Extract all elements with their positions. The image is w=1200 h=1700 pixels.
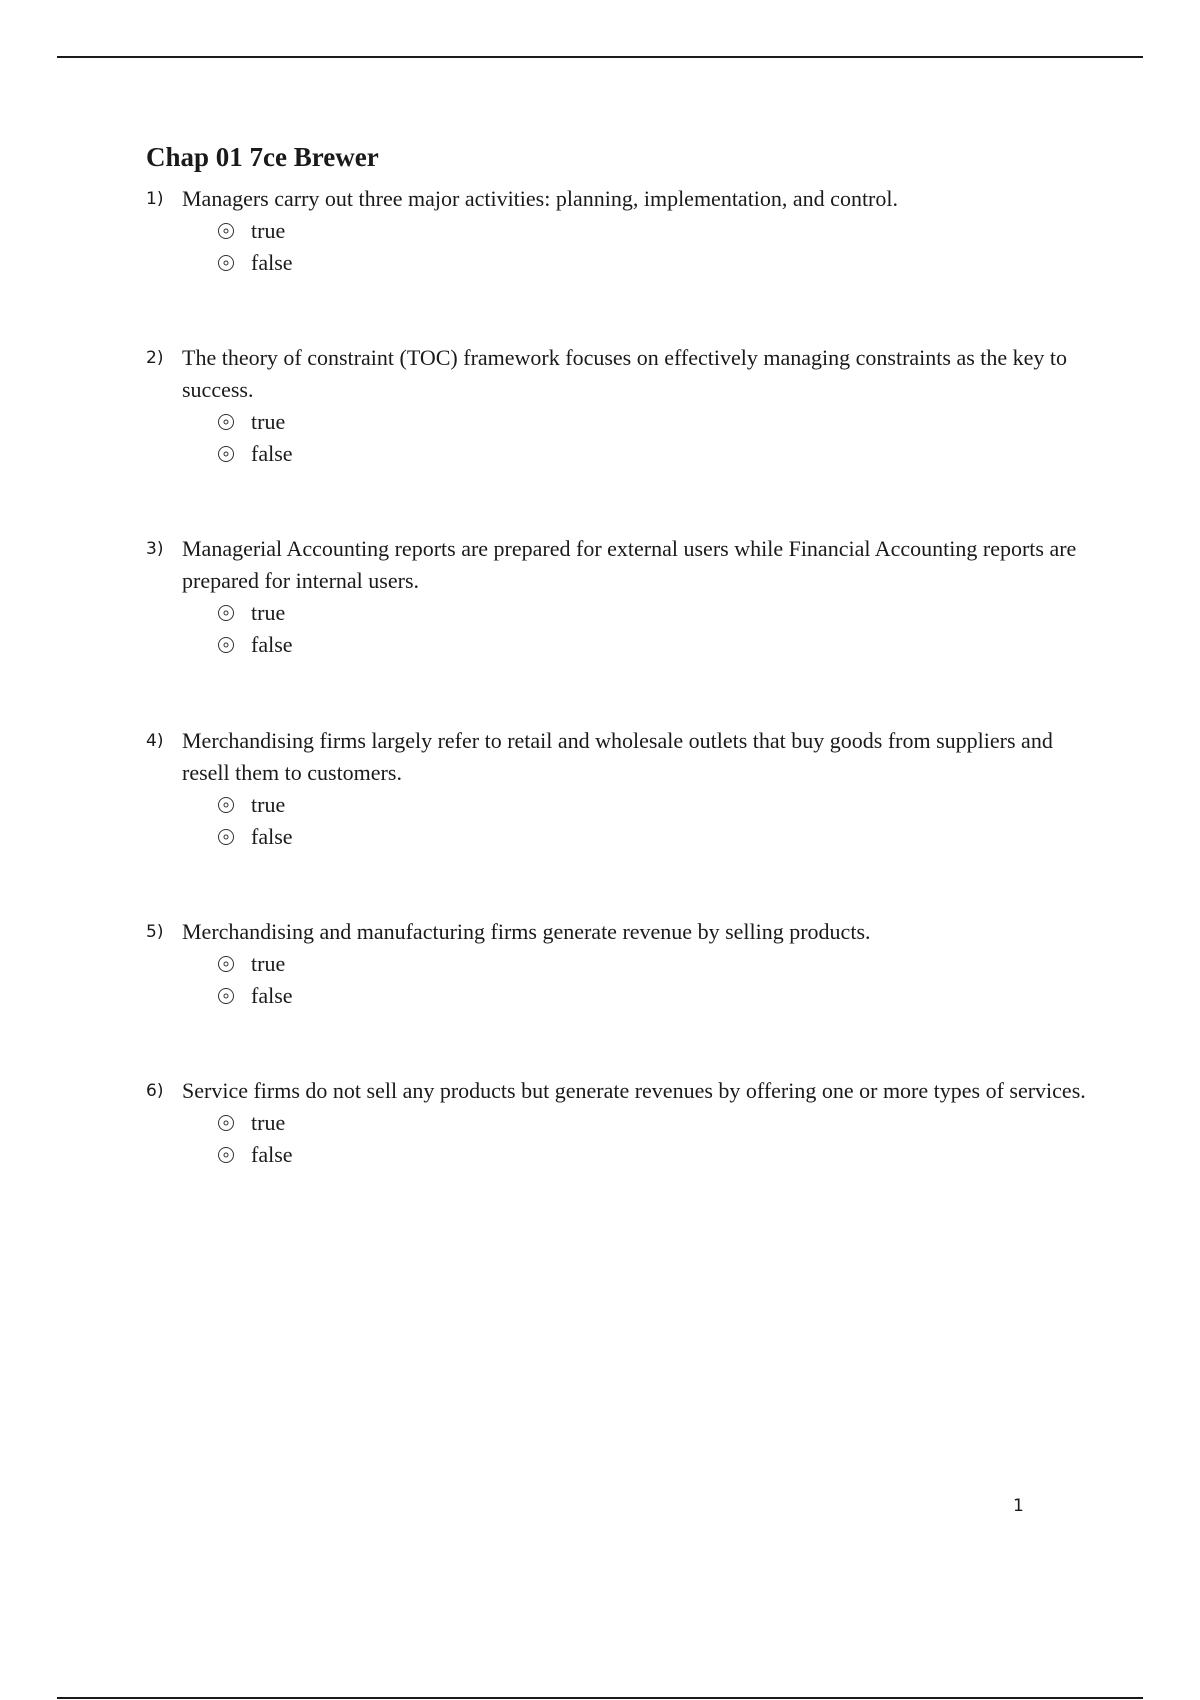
question-number: 1) xyxy=(146,189,164,209)
question-4 xyxy=(146,725,1106,853)
option-true[interactable] xyxy=(218,215,1106,247)
option-true[interactable] xyxy=(218,1107,1106,1139)
option-false[interactable] xyxy=(218,821,1106,853)
option-label: false xyxy=(251,632,293,657)
option-false[interactable] xyxy=(218,980,1106,1012)
option-label: false xyxy=(251,441,293,466)
radio-button-icon[interactable] xyxy=(218,637,234,653)
answer-options xyxy=(218,948,1106,1012)
option-label: false xyxy=(251,983,293,1008)
question-number: 6) xyxy=(146,1081,164,1101)
question-5 xyxy=(146,916,1106,1012)
option-label: true xyxy=(251,409,286,434)
option-false[interactable] xyxy=(218,247,1106,279)
option-label: true xyxy=(251,600,286,625)
question-3 xyxy=(146,533,1106,661)
option-label: true xyxy=(251,218,286,243)
question-number: 2) xyxy=(146,348,164,368)
option-true[interactable] xyxy=(218,597,1106,629)
question-text: The theory of constraint (TOC) framework focuses on effectively managing constraints as the key to success. xyxy=(182,345,1068,402)
radio-button-icon[interactable] xyxy=(218,956,234,972)
answer-options xyxy=(218,406,1106,470)
option-false[interactable] xyxy=(218,1139,1106,1171)
radio-button-icon[interactable] xyxy=(218,414,234,430)
question-text: Managerial Accounting reports are prepared for external users while Financial Accounting reports are prepared for internal users. xyxy=(182,536,1077,593)
radio-button-icon[interactable] xyxy=(218,255,234,271)
question-text: Merchandising and manufacturing firms generate revenue by selling products. xyxy=(182,919,871,944)
option-false[interactable] xyxy=(218,629,1106,661)
option-label: false xyxy=(251,250,293,275)
header-rule xyxy=(57,56,1143,58)
page-number: 1 xyxy=(1013,1496,1024,1516)
answer-options xyxy=(218,789,1106,853)
option-label: false xyxy=(251,1142,293,1167)
radio-button-icon[interactable] xyxy=(218,797,234,813)
radio-button-icon[interactable] xyxy=(218,446,234,462)
footer-rule xyxy=(57,1697,1143,1699)
question-number: 4) xyxy=(146,731,164,751)
radio-button-icon[interactable] xyxy=(218,605,234,621)
answer-options xyxy=(218,597,1106,661)
question-text: Merchandising firms largely refer to retail and wholesale outlets that buy goods from suppliers and resell them to customers. xyxy=(182,728,1053,785)
question-number: 3) xyxy=(146,539,164,559)
question-number: 5) xyxy=(146,922,164,942)
option-true[interactable] xyxy=(218,406,1106,438)
option-false[interactable] xyxy=(218,438,1106,470)
answer-options xyxy=(218,1107,1106,1171)
question-text: Managers carry out three major activities: planning, implementation, and control. xyxy=(182,186,898,211)
option-label: true xyxy=(251,792,286,817)
question-2 xyxy=(146,342,1106,470)
option-label: false xyxy=(251,824,293,849)
radio-button-icon[interactable] xyxy=(218,829,234,845)
radio-button-icon[interactable] xyxy=(218,223,234,239)
question-1 xyxy=(146,183,1106,279)
document-title: Chap 01 7ce Brewer xyxy=(146,142,379,172)
option-true[interactable] xyxy=(218,948,1106,980)
radio-button-icon[interactable] xyxy=(218,988,234,1004)
radio-button-icon[interactable] xyxy=(218,1115,234,1131)
option-label: true xyxy=(251,1110,286,1135)
question-6 xyxy=(146,1075,1106,1171)
option-true[interactable] xyxy=(218,789,1106,821)
question-text: Service firms do not sell any products but generate revenues by offering one or more types of services. xyxy=(182,1078,1086,1103)
option-label: true xyxy=(251,951,286,976)
radio-button-icon[interactable] xyxy=(218,1147,234,1163)
answer-options xyxy=(218,215,1106,279)
